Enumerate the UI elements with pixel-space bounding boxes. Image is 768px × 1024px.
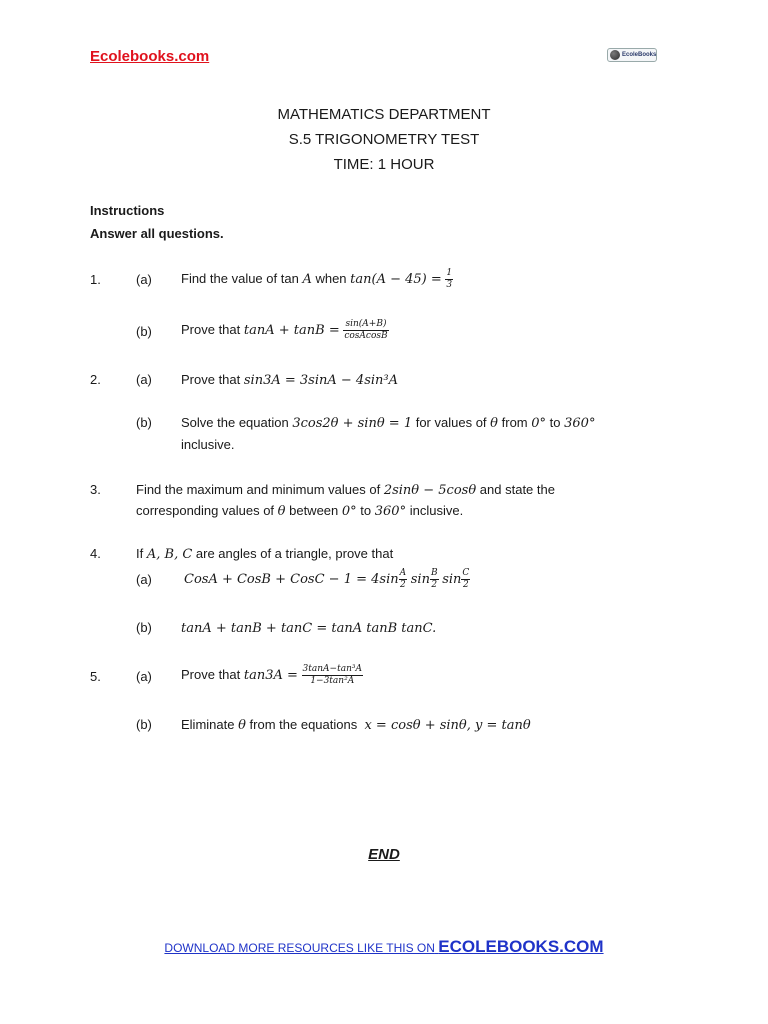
department-title: MATHEMATICS DEPARTMENT bbox=[277, 106, 491, 123]
part-label: (a) bbox=[136, 372, 152, 387]
part-label: (b) bbox=[136, 717, 152, 732]
question-5a: Prove that tan3A = $\frac{\text{3tanA−tan³A}}{\text{1−3tan²A}}$ bbox=[181, 664, 362, 687]
part-label: (a) bbox=[136, 572, 152, 587]
question-number: 5. bbox=[90, 669, 101, 684]
end-marker: END bbox=[368, 846, 400, 863]
part-label: (a) bbox=[136, 272, 152, 287]
part-label: (b) bbox=[136, 324, 152, 339]
question-number: 2. bbox=[90, 372, 101, 387]
question-5b: Eliminate θ from the equations x = cosθ + sinθ, y = tanθ bbox=[181, 717, 531, 733]
question-number: 3. bbox=[90, 482, 101, 497]
question-3: Find the maximum and minimum values of 2sinθ − 5cosθ and state the bbox=[136, 482, 555, 498]
footer-download-link[interactable]: DOWNLOAD MORE RESOURCES LIKE THIS ON ECOLEBOOKS.COM bbox=[164, 937, 604, 956]
part-label: (a) bbox=[136, 669, 152, 684]
question-2b: Solve the equation 3cos2θ + sinθ = 1 for values of θ from 0° to 360° bbox=[181, 415, 596, 431]
question-number: 4. bbox=[90, 546, 101, 561]
question-2b-cont: inclusive. bbox=[181, 437, 235, 452]
instructions-text: Answer all questions. bbox=[90, 226, 224, 241]
question-4b: tanA + tanB + tanC = tanA tanB tanC. bbox=[181, 621, 437, 636]
part-label: (b) bbox=[136, 415, 152, 430]
question-2a: Prove that sin3A = 3sinA − 4sin³A bbox=[181, 372, 398, 388]
question-4a: CosA + CosB + CosC − 1 = 4sin $\frac{A}{2}$ sin $\frac{B}{2}$ sin $\frac{C}{2}$ bbox=[184, 568, 470, 591]
part-label: (b) bbox=[136, 620, 152, 635]
time-limit: TIME: 1 HOUR bbox=[333, 156, 435, 173]
globe-icon bbox=[610, 50, 620, 60]
question-1a: Find the value of tan A when tan(A − 45) = $\frac{1}{3}$ bbox=[181, 268, 453, 291]
ecolebooks-logo bbox=[607, 48, 657, 62]
instructions-title: Instructions bbox=[90, 203, 165, 218]
site-link[interactable]: Ecolebooks.com bbox=[90, 48, 210, 65]
question-number: 1. bbox=[90, 272, 101, 287]
logo-text: EcoleBooks bbox=[622, 52, 657, 58]
question-1b: Prove that tanA + tanB = $\frac{\sin(A+B)}{\text{cosAcosB}}$ bbox=[181, 319, 388, 342]
question-3-cont: corresponding values of θ between 0° to 360° inclusive. bbox=[136, 503, 464, 519]
question-4: If A, B, C are angles of a triangle, prove that bbox=[136, 546, 394, 562]
test-title: S.5 TRIGONOMETRY TEST bbox=[288, 131, 480, 148]
